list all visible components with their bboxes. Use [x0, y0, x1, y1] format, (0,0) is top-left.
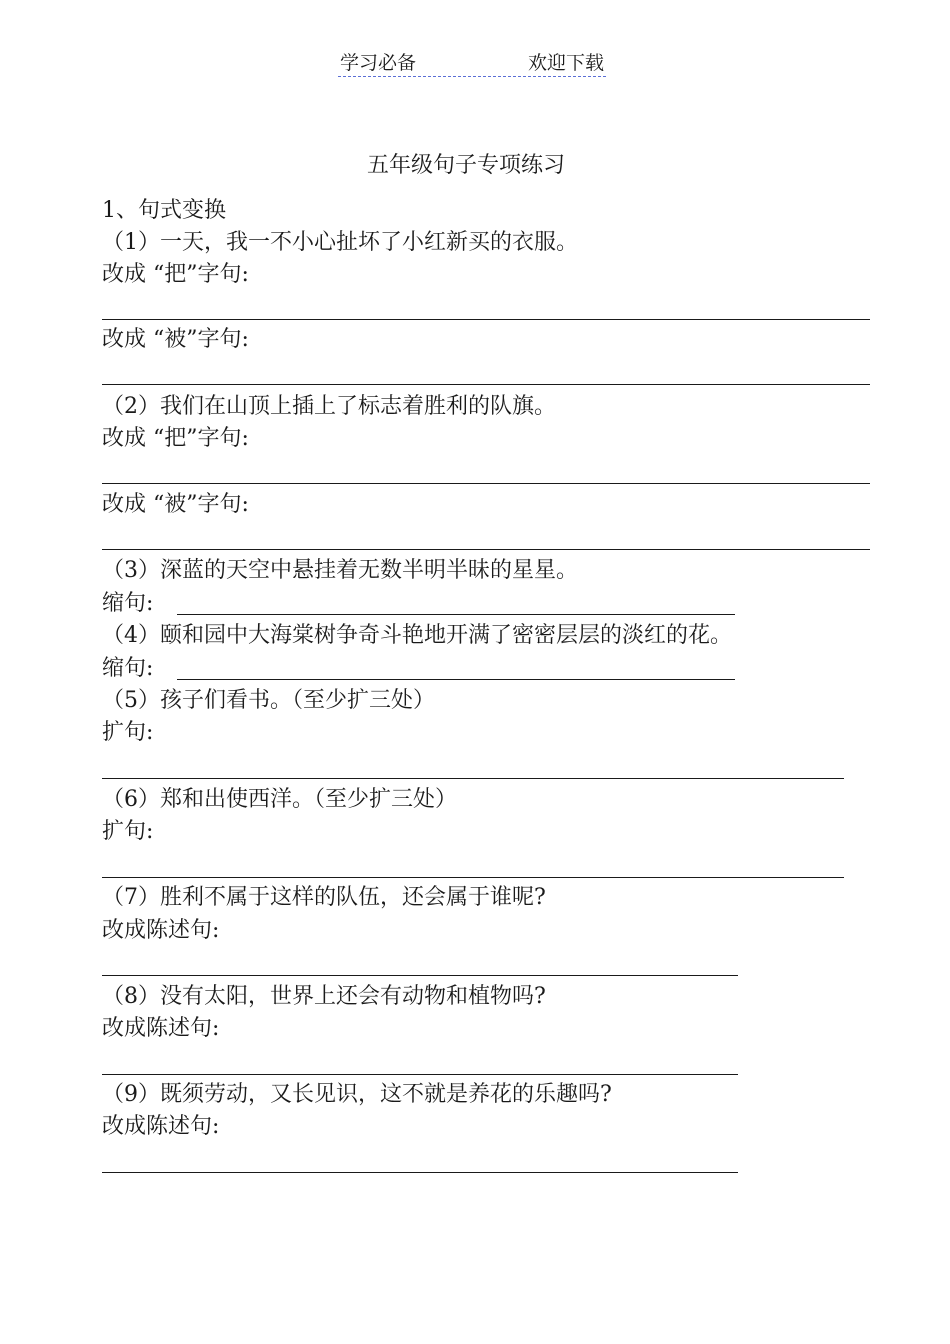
q1-answer-line-bei[interactable]	[102, 384, 870, 385]
q4-answer-line[interactable]	[177, 679, 735, 680]
q2-stem: （2）我们在山顶上插上了标志着胜利的队旗。	[102, 394, 556, 419]
q1-prompt-bei: 改成 “被”字句:	[102, 327, 249, 352]
q3-answer-line[interactable]	[177, 614, 735, 615]
q7-answer-line[interactable]	[102, 975, 738, 976]
q8-stem: （8）没有太阳，世界上还会有动物和植物吗?	[102, 984, 546, 1009]
q2-answer-line-ba[interactable]	[102, 483, 870, 484]
q6-answer-line[interactable]	[102, 877, 844, 878]
page-header	[338, 46, 606, 77]
q3-prompt: 缩句:	[102, 591, 154, 616]
q2-prompt-ba: 改成 “把”字句:	[102, 426, 249, 451]
q4-prompt: 缩句:	[102, 656, 154, 681]
q2-prompt-bei: 改成 “被”字句:	[102, 492, 249, 517]
q6-prompt: 扩句:	[102, 819, 154, 844]
header-left-text: 学习必备	[340, 52, 417, 74]
q8-answer-line[interactable]	[102, 1074, 738, 1075]
q7-stem: （7）胜利不属于这样的队伍，还会属于谁呢?	[102, 885, 546, 910]
q9-prompt: 改成陈述句:	[102, 1114, 220, 1139]
q6-stem: （6）郑和出使西洋。（至少扩三处）	[102, 787, 457, 812]
q5-stem: （5）孩子们看书。（至少扩三处）	[102, 688, 435, 713]
header-right-text: 欢迎下载	[527, 52, 604, 74]
q9-stem: （9）既须劳动，又长见识，这不就是养花的乐趣吗?	[102, 1082, 612, 1107]
q3-stem: （3）深蓝的天空中悬挂着无数半明半昧的星星。	[102, 558, 578, 583]
q2-answer-line-bei[interactable]	[102, 549, 870, 550]
q4-stem: （4）颐和园中大海棠树争奇斗艳地开满了密密层层的淡红的花。	[102, 623, 732, 648]
q1-stem: （1）一天，我一不小心扯坏了小红新买的衣服。	[102, 230, 578, 255]
document-title: 五年级句子专项练习	[366, 153, 565, 178]
q5-answer-line[interactable]	[102, 778, 844, 779]
q1-prompt-ba: 改成 “把”字句:	[102, 262, 249, 287]
q5-prompt: 扩句:	[102, 720, 154, 745]
q7-prompt: 改成陈述句:	[102, 918, 220, 943]
q8-prompt: 改成陈述句:	[102, 1016, 220, 1041]
q9-answer-line[interactable]	[102, 1172, 738, 1173]
q1-answer-line-ba[interactable]	[102, 319, 870, 320]
section-heading: 1、句式变换	[102, 198, 226, 223]
